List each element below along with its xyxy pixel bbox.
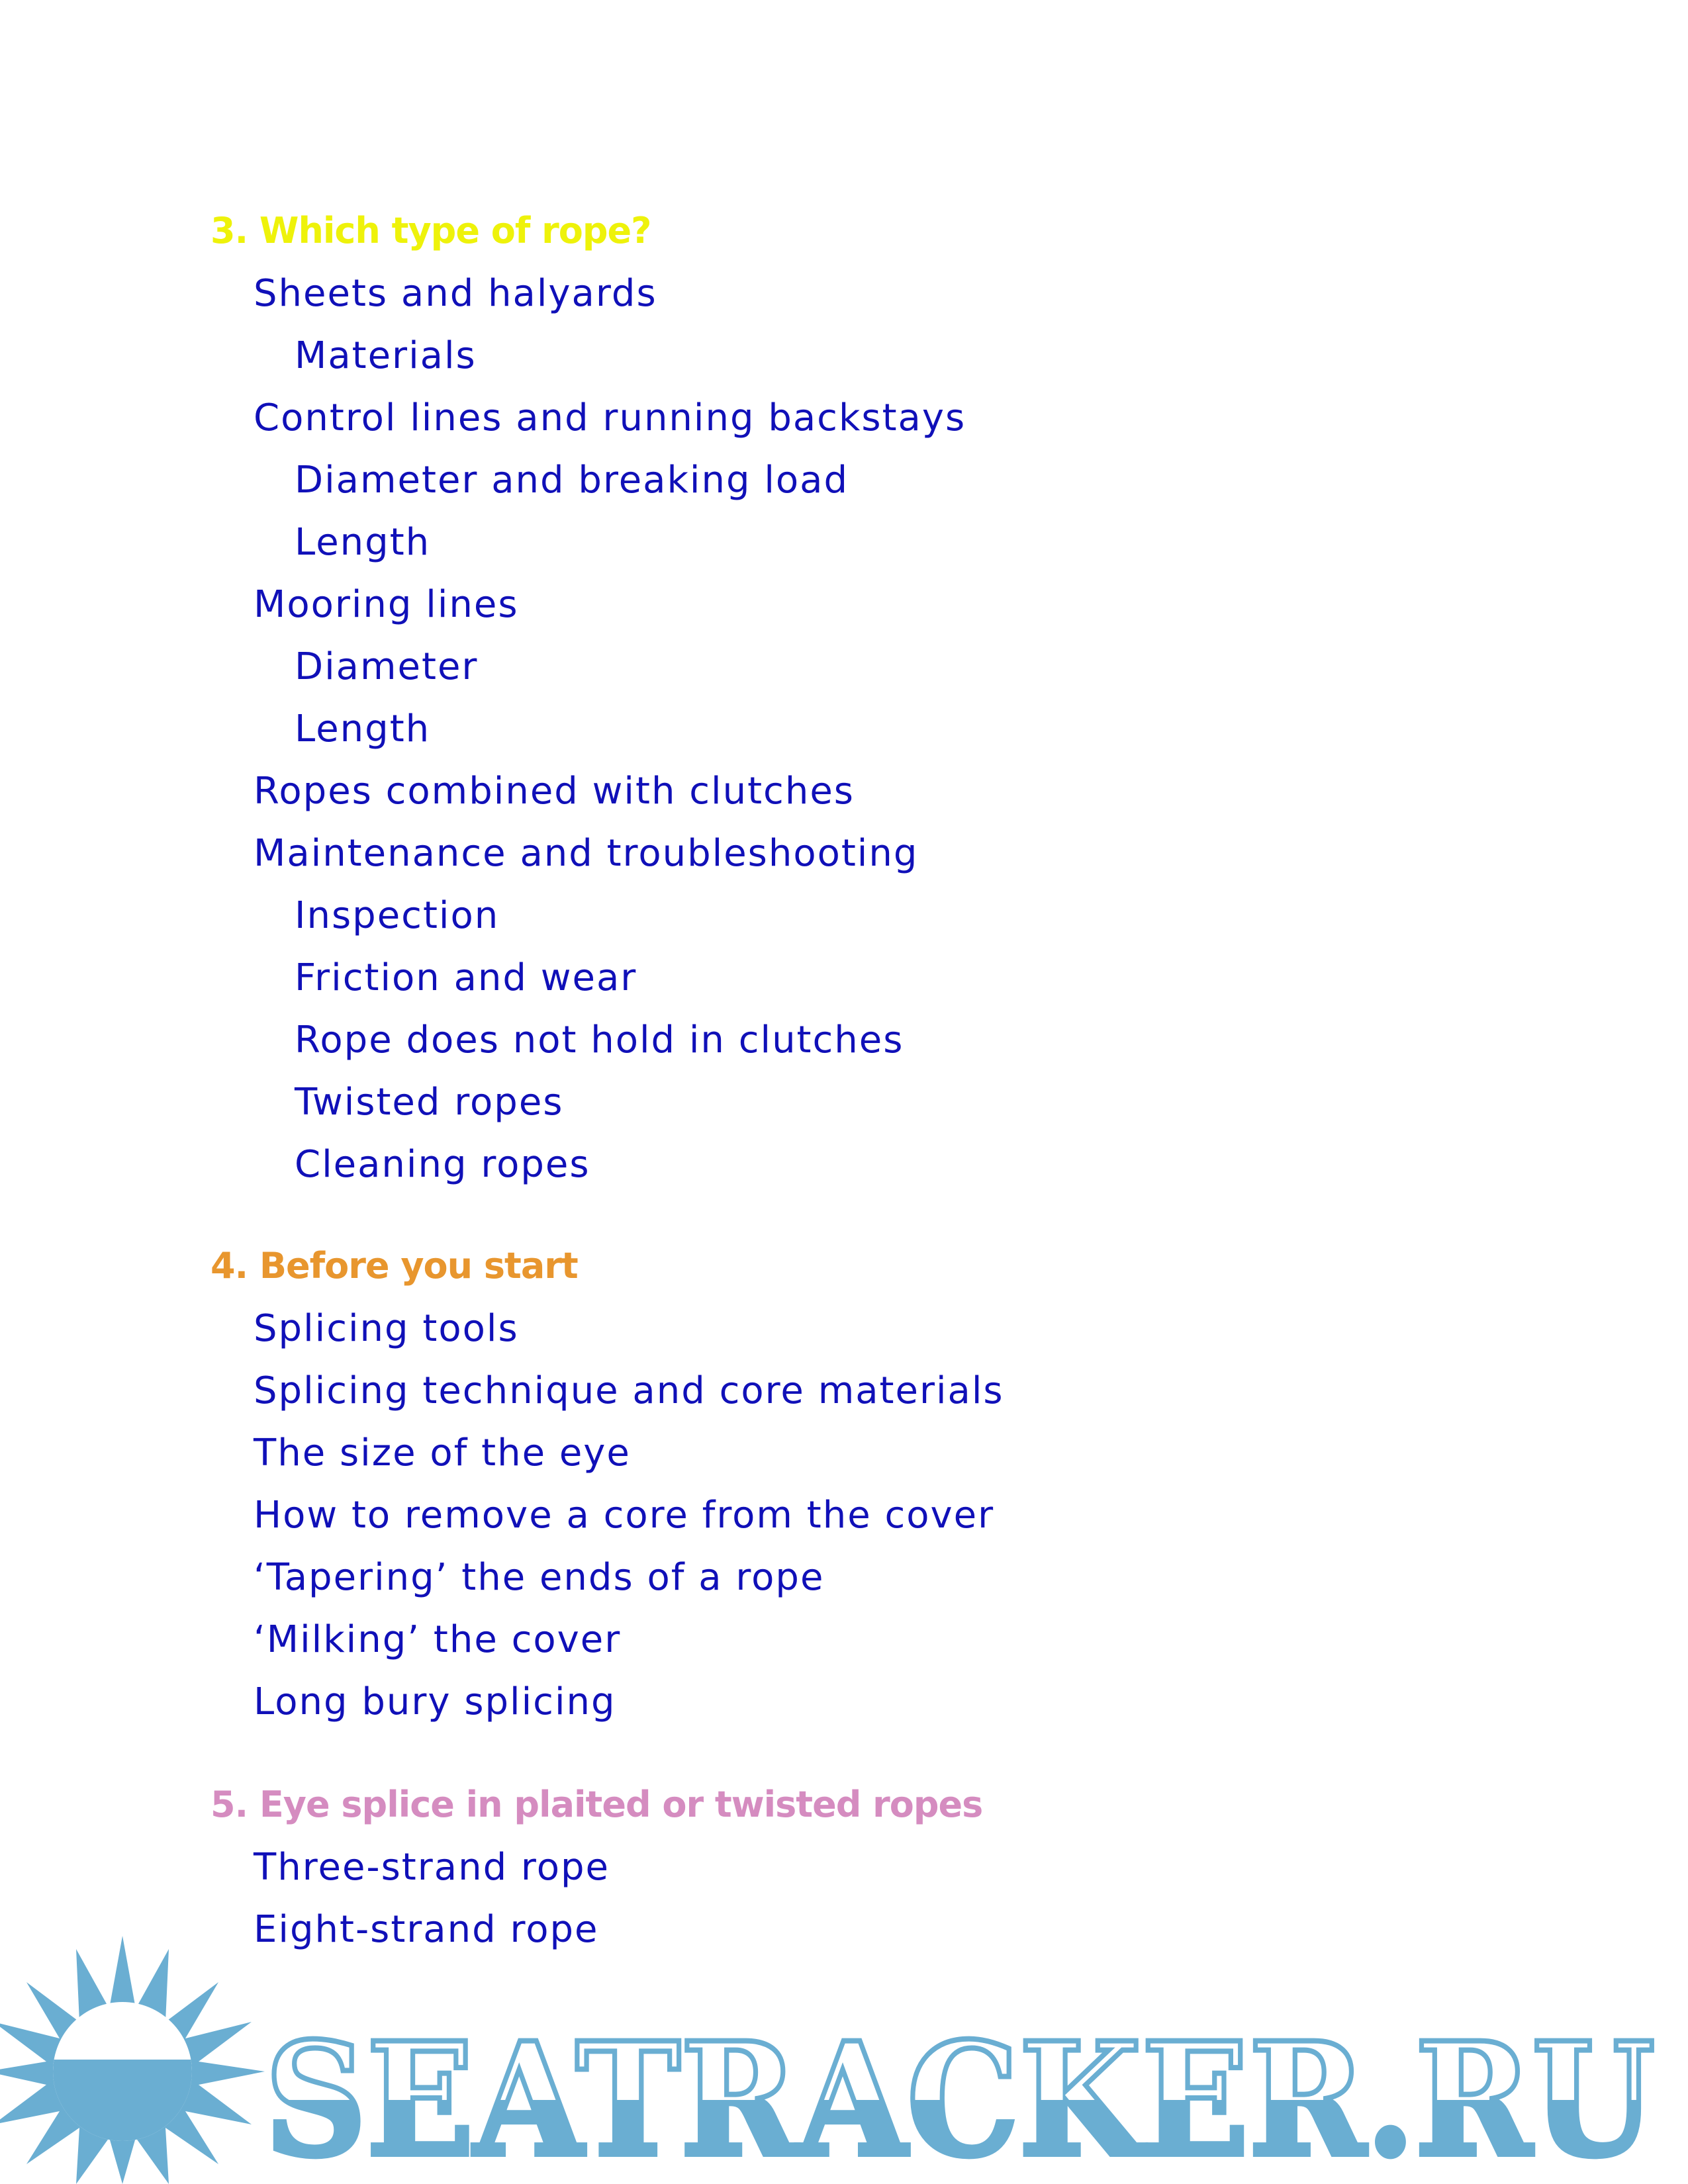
toc-entry[interactable]: ‘Tapering’ the ends of a rope — [254, 1556, 825, 1599]
toc-entry[interactable]: Ropes combined with clutches — [254, 770, 855, 813]
toc-entry[interactable]: The size of the eye — [254, 1432, 631, 1475]
section-heading-4[interactable]: 4. Before you start — [211, 1245, 578, 1287]
toc-entry[interactable]: Eight-strand rope — [254, 1908, 599, 1951]
toc-subentry[interactable]: Cleaning ropes — [295, 1143, 590, 1186]
toc-entry[interactable]: How to remove a core from the cover — [254, 1494, 995, 1537]
toc-entry[interactable]: Three-strand rope — [254, 1846, 610, 1889]
toc-entry[interactable]: Long bury splicing — [254, 1680, 616, 1723]
toc-entry[interactable]: Mooring lines — [254, 583, 519, 626]
toc-subentry[interactable]: Length — [295, 707, 431, 751]
toc-subentry[interactable]: Rope does not hold in clutches — [295, 1019, 904, 1062]
toc-entry[interactable]: Splicing technique and core materials — [254, 1369, 1004, 1412]
toc-entry[interactable]: Maintenance and troubleshooting — [254, 832, 919, 875]
toc-subentry[interactable]: Length — [295, 521, 431, 564]
section-heading-3[interactable]: 3. Which type of rope? — [211, 210, 651, 251]
toc-entry[interactable]: Control lines and running backstays — [254, 396, 966, 439]
toc-subentry[interactable]: Materials — [295, 334, 477, 377]
toc-entry[interactable]: ‘Milking’ the cover — [254, 1618, 622, 1661]
toc-subentry[interactable]: Diameter — [295, 645, 479, 688]
toc-subentry[interactable]: Friction and wear — [295, 956, 637, 999]
watermark-text: SEATRACKER.RU — [265, 2009, 1655, 2184]
section-heading-5[interactable]: 5. Eye splice in plaited or twisted ropes — [211, 1784, 983, 1825]
sun-logo-icon — [0, 1936, 265, 2184]
toc-entry[interactable]: Splicing tools — [254, 1307, 519, 1350]
toc-subentry[interactable]: Inspection — [295, 894, 500, 937]
toc-subentry[interactable]: Twisted ropes — [295, 1081, 564, 1124]
toc-subentry[interactable]: Diameter and breaking load — [295, 459, 849, 502]
watermark — [0, 1933, 1688, 2184]
toc-entry[interactable]: Sheets and halyards — [254, 272, 657, 315]
